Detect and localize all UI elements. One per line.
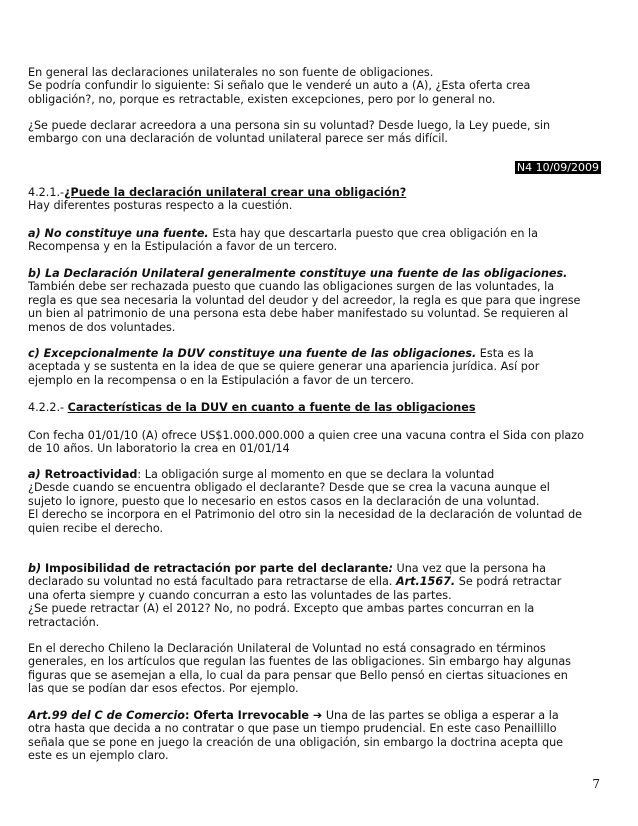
text-line (28, 575, 608, 588)
article-reference: Art.1567. (396, 575, 456, 589)
text-line: señala que se pone en juego la creación de una obligación, sin embargo la doctrina acepta que (28, 735, 564, 749)
text-line: Con fecha 01/01/10 (A) ofrece US$1.000.000.000 a quien cree una vacuna contra el Sida con plazo (28, 429, 584, 442)
text-line: También debe ser rechazada puesto que cuando las obligaciones surgen de las voluntades, la (28, 280, 555, 294)
text-line: ejemplo en la recompensa o en la Estipulación a favor de un tercero. (28, 373, 414, 387)
point-heading: c) Excepcionalmente la DUV constituye una fuente de las obligaciones. (28, 347, 477, 360)
text-line: ¿Desde cuando se encuentra obligado el declarante? Desde que se crea la vacuna aunque el (28, 481, 550, 495)
text-line: ¿Se puede retractar (A) el 2012? No, no podrá. Excepto que ambas partes concurran en la (28, 602, 535, 616)
text-line: obligación?, no, porque es retractable, existen excepciones, pero por lo general no. (28, 92, 496, 106)
paragraph-irretractabilidad (28, 562, 608, 629)
text-line: otra hasta que decida a no contratar o que pase un tiempo prudencial. En este caso Penaillillo (28, 722, 557, 736)
paragraph-example (28, 429, 608, 456)
paragraph-derecho-chileno (28, 642, 608, 696)
text-line: ¿Se puede declarar acreedora a una persona sin su voluntad? Desde luego, la Ley puede, sin (28, 119, 551, 132)
paragraph-retroactividad (28, 468, 608, 535)
paragraph-c (28, 347, 608, 387)
section-title: Características de la DUV en cuanto a fuente de las obligaciones (67, 401, 476, 414)
text-line (28, 562, 608, 575)
point-heading: Oferta Irrevocable (189, 709, 310, 722)
text-line (28, 227, 608, 240)
text-line: las que se podían dar esos efectos. Por ejemplo. (28, 682, 299, 696)
paragraph-a (28, 227, 608, 254)
section-title: ¿Puede la declaración unilateral crear una obligación? (64, 186, 407, 199)
point-letter: a) (28, 468, 41, 481)
text-line: Se podría confundir lo siguiente: Si señalo que le venderé un auto a (A), ¿Esta oferta crea (28, 79, 531, 93)
text-line: generales, en los artículos que regulan las fuentes de las obligaciones. Sin embargo hay algunas (28, 655, 571, 669)
section-heading (28, 186, 608, 199)
section-number: 4.2.2.- (28, 401, 68, 414)
text-line: En el derecho Chileno la Declaración Unilateral de Voluntad no está consagrado en términos (28, 642, 546, 655)
page-number: 7 (592, 777, 600, 791)
section-4-2-1 (28, 186, 608, 213)
section-number: 4.2.1.- (28, 186, 65, 199)
text-line (28, 347, 608, 360)
paragraph-intro (28, 66, 608, 106)
text-run: Esta es la (476, 347, 534, 360)
text-line: figuras que se asemejan a ella, lo cual da para pensar que Bello pensó en ciertas situaciones en (28, 668, 568, 682)
point-heading: b) La Declaración Unilateral generalmente constituye una fuente de las obligaciones. (28, 267, 568, 280)
text-line: de 10 años. Un laboratorio la crea en 01/01/14 (28, 442, 290, 456)
text-line (28, 709, 608, 722)
text-line: una oferta siempre y cuando concurran a esto las voluntades de las partes. (28, 588, 452, 602)
heading-colon: : (184, 709, 190, 722)
text-line: menos de dos voluntades. (28, 320, 176, 334)
text-line: quien recibe el derecho. (28, 521, 164, 535)
text-line: retractación. (28, 615, 100, 629)
text-run: Esta hay que descartarla puesto que crea obligación en la (208, 227, 538, 240)
text-run: Una de las partes se obliga a esperar a la (322, 709, 559, 722)
text-line: un bien al patrimonio de una persona esta debe haber manifestado su voluntad. Se requieren al (28, 307, 569, 321)
point-letter: b) (28, 562, 42, 575)
text-line: El derecho se incorpora en el Patrimonio del otro sin la necesidad de la declaración de voluntad de (28, 508, 583, 522)
paragraph-art99 (28, 709, 608, 763)
text-line: regla es que sea necesaria la voluntad del deudor y del acreedor, la regla es que para que ingrese (28, 293, 581, 307)
text-line: embargo con una declaración de voluntad unilateral parece ser más difícil. (28, 132, 448, 146)
paragraph-question (28, 119, 608, 146)
text-line (28, 468, 608, 481)
text-line: Hay diferentes posturas respecto a la cuestión. (28, 199, 293, 213)
text-run: : La obligación surge al momento en que se declara la voluntad (137, 468, 495, 481)
text-line: Recompensa y en la Estipulación a favor de un tercero. (28, 240, 338, 254)
class-date-stamp: N4 10/09/2009 (516, 161, 599, 174)
point-heading: Imposibilidad de retractación por parte del declarante (41, 562, 389, 575)
section-heading (28, 401, 608, 414)
text-line: aceptada y se sustenta en la idea de que se quiere generar una apariencia jurídica. Así por (28, 360, 540, 374)
text-run: Se podrá retractar (455, 575, 562, 589)
point-heading: Retroactividad (40, 468, 138, 481)
point-heading: a) No constituye una fuente. (28, 227, 209, 240)
heading-colon: : (388, 562, 393, 575)
text-run: Una vez que la persona ha (392, 562, 546, 575)
text-line: este es un ejemplo claro. (28, 749, 169, 763)
text-line: sujeto lo ignore, puesto que lo necesario en estos casos en la declaración de una voluntad. (28, 494, 540, 508)
section-4-2-2 (28, 401, 608, 414)
text-run: declarado su voluntad no está facultado para retractarse de ella. (28, 575, 396, 589)
text-line: En general las declaraciones unilaterales no son fuente de obligaciones. (28, 66, 434, 79)
paragraph-b (28, 267, 608, 334)
arrow-right-icon: ➔ (309, 709, 323, 722)
article-reference: Art.99 del C de Comercio (28, 709, 185, 722)
